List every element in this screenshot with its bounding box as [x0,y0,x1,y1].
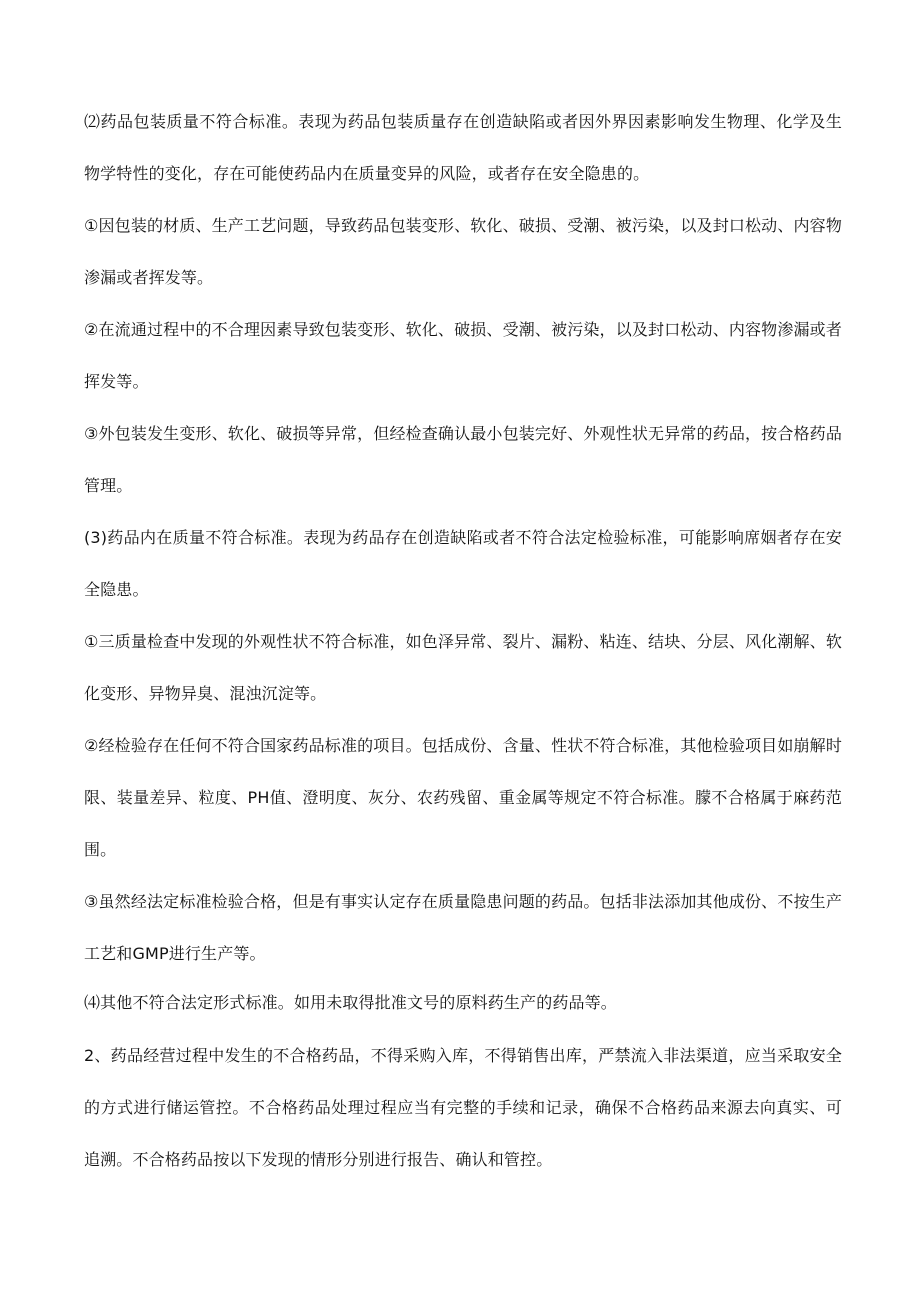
paragraph-packaging-item-2: ②在流通过程中的不合理因素导致包装变形、软化、破损、受潮、被污染，以及封口松动、内容物渗漏或者挥发等。 [84,320,842,391]
paragraph-intrinsic-quality: (3)药品内在质量不符合标准。表现为药品存在创造缺陷或者不符合法定检验标准，可能影响席姻者存在安全隐患。 [84,528,842,599]
paragraph-intrinsic-item-1: ①三质量检查中发现的外观性状不符合标准，如色泽异常、裂片、漏粉、粘连、结块、分层、风化潮解、软化变形、异物异臭、混浊沉淀等。 [84,632,842,703]
paragraph-packaging-item-1: ①因包装的材质、生产工艺问题，导致药品包装变形、软化、破损、受潮、被污染，以及封口松动、内容物渗漏或者挥发等。 [84,216,842,287]
paragraph-intrinsic-item-3: ③虽然经法定标准检验合格，但是有事实认定存在质量隐患问题的药品。包括非法添加其他成份、不按生产工艺和GMP进行生产等。 [84,892,842,963]
paragraph-intrinsic-item-2: ②经检验存在任何不符合国家药品标准的项目。包括成份、含量、性状不符合标准，其他检验项目如崩解时限、装量差异、粒度、PH值、澄明度、灰分、农药残留、重金属等规定不符合标准。朦不合格属于麻药范围。 [84,736,842,859]
paragraph-packaging-item-3: ③外包装发生变形、软化、破损等异常，但经检查确认最小包装完好、外观性状无异常的药品，按合格药品管理。 [84,424,842,495]
paragraph-business-process: 2、药品经营过程中发生的不合格药品，不得采购入库，不得销售出库，严禁流入非法渠道，应当采取安全的方式进行储运管控。不合格药品处理过程应当有完整的手续和记录，确保不合格药品来源去向真实、可追溯。不合格药品按以下发现的情形分别进行报告、确认和管控。 [84,1046,842,1169]
document-body [84,96,842,1186]
paragraph-other-standards: ⑷其他不符合法定形式标准。如用未取得批准文号的原料药生产的药品等。 [84,993,617,1012]
paragraph-packaging-quality: ⑵药品包装质量不符合标准。表现为药品包装质量存在创造缺陷或者因外界因素影响发生物理、化学及生物学特性的变化，存在可能使药品内在质量变异的风险，或者存在安全隐患的。 [84,112,842,183]
